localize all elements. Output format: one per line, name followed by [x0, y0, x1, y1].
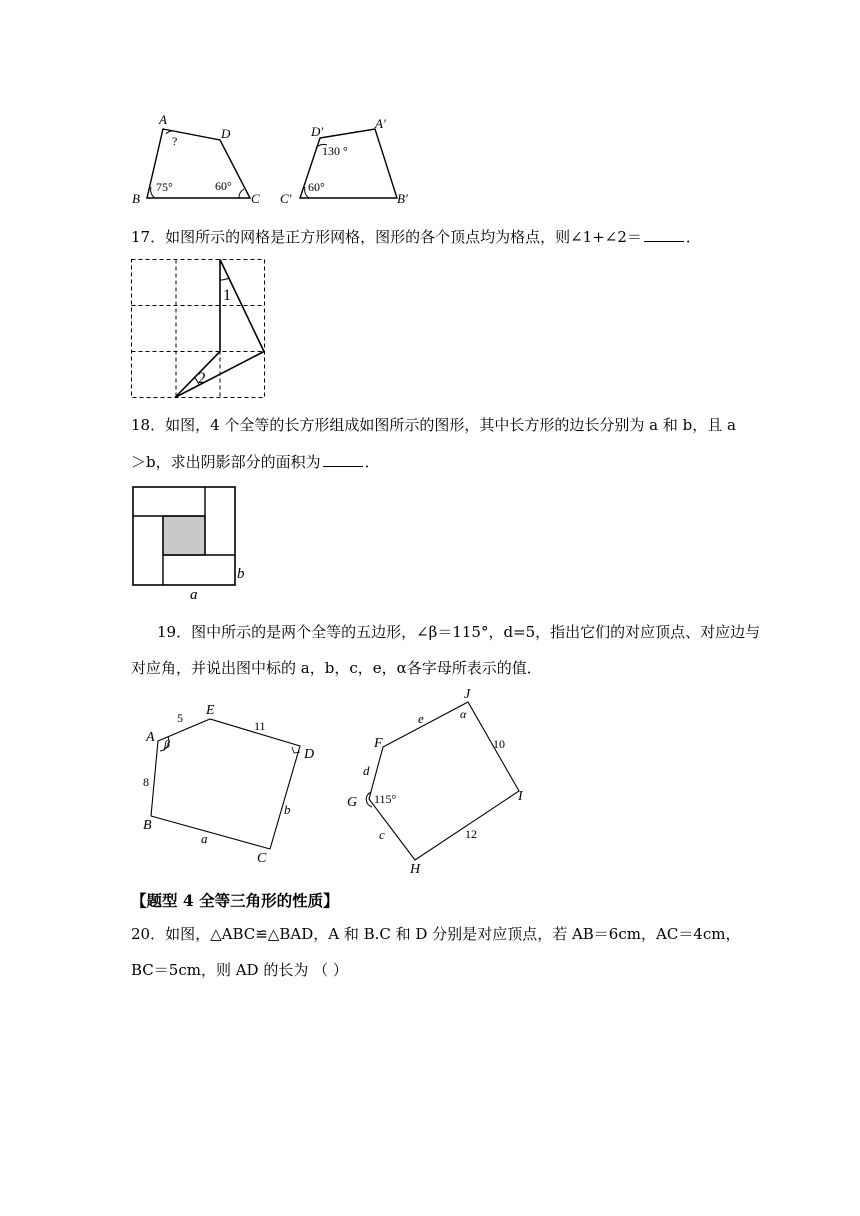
angle-c-prime-label: 60° — [308, 180, 325, 194]
vertex-a-prime-label: A′ — [375, 116, 386, 131]
vertex-i-label: I — [518, 789, 523, 804]
vertex-h-label: H — [410, 862, 421, 877]
question-18-text: ＞b，求出阴影部分的面积为 — [131, 453, 321, 471]
vertex-d-label: D — [304, 747, 315, 762]
question-20-line-1: 20．如图，△ABC≌△BAD，A 和 B.C 和 D 分别是对应顶点，若 AB＝6cm，AC＝4cm， — [131, 925, 741, 943]
vertex-e-label: E — [206, 703, 215, 718]
angle-b-label: 75° — [156, 180, 173, 194]
side-d-label: d — [363, 763, 370, 778]
shape-path — [175, 260, 264, 398]
section-heading: 【题型 4 全等三角形的性质】 — [131, 891, 339, 910]
vertex-b-label: B — [143, 818, 152, 833]
unknown-angle-label: ? — [172, 134, 178, 148]
question-17 — [131, 227, 701, 247]
angle-1-label: 1 — [223, 287, 231, 304]
question-19-line-2: 对应角，并说出图中标的 a，b，c，e，α各字母所表示的值． — [131, 659, 542, 677]
angle-2-label: 2 — [198, 370, 206, 387]
side-a-label: a — [190, 587, 198, 603]
side-b-label: b — [237, 566, 245, 582]
side-10-label: 10 — [493, 737, 505, 751]
shaded-square — [163, 516, 205, 555]
vertex-a-label: A — [159, 112, 167, 127]
rectangles-figure — [132, 486, 252, 601]
angle-beta-label: β — [164, 737, 170, 751]
question-18-end: ． — [364, 453, 380, 471]
angle-g-label: 115° — [374, 792, 397, 806]
angle-d-label: 130 ° — [322, 144, 348, 158]
vertex-f-label: F — [374, 736, 383, 751]
side-8-label: 8 — [143, 775, 149, 789]
quadrilaterals-figure — [125, 110, 425, 210]
side-a-label: a — [201, 831, 208, 846]
vertex-j-label: J — [464, 687, 471, 702]
answer-blank — [323, 452, 363, 467]
vertex-a-label: A — [146, 730, 155, 745]
pentagon-aedcb — [151, 719, 300, 849]
vertex-d-label: D — [221, 126, 231, 141]
side-5-label: 5 — [177, 711, 183, 725]
question-17-text: 17．如图所示的网格是正方形网格，图形的各个顶点均为格点，则∠1+∠2＝ — [131, 228, 642, 246]
question-17-end: ． — [685, 228, 701, 246]
vertex-c-label: C — [257, 851, 267, 866]
pentagon-jfghi — [369, 702, 519, 860]
vertex-c-prime-label: C′ — [280, 191, 292, 206]
angle-c-label: 60° — [215, 179, 232, 193]
question-20-line-2: BC＝5cm，则 AD 的长为 （ ） — [131, 961, 348, 979]
side-c-label: c — [379, 827, 385, 842]
answer-blank — [644, 227, 684, 242]
vertex-g-label: G — [347, 795, 358, 810]
question-18-line-1: 18．如图，4 个全等的长方形组成如图所示的图形，其中长方形的边长分别为 a 和 b，且 a — [131, 416, 736, 434]
pentagons-figure — [140, 685, 540, 880]
vertex-b-prime-label: B′ — [397, 191, 408, 206]
question-18-line-2 — [131, 452, 380, 472]
side-12-label: 12 — [465, 827, 477, 841]
question-19-line-1: 19．图中所示的是两个全等的五边形，∠β＝115°，d=5，指出它们的对应顶点、对应边与 — [157, 623, 761, 641]
side-e-label: e — [418, 711, 424, 726]
vertex-c-label: C — [251, 191, 260, 206]
side-b-label: b — [284, 802, 291, 817]
side-11-label: 11 — [254, 719, 266, 733]
vertex-b-label: B — [132, 191, 140, 206]
grid-figure — [131, 258, 271, 403]
vertex-d-prime-label: D′ — [311, 124, 324, 139]
angle-alpha-label: α — [460, 707, 467, 721]
